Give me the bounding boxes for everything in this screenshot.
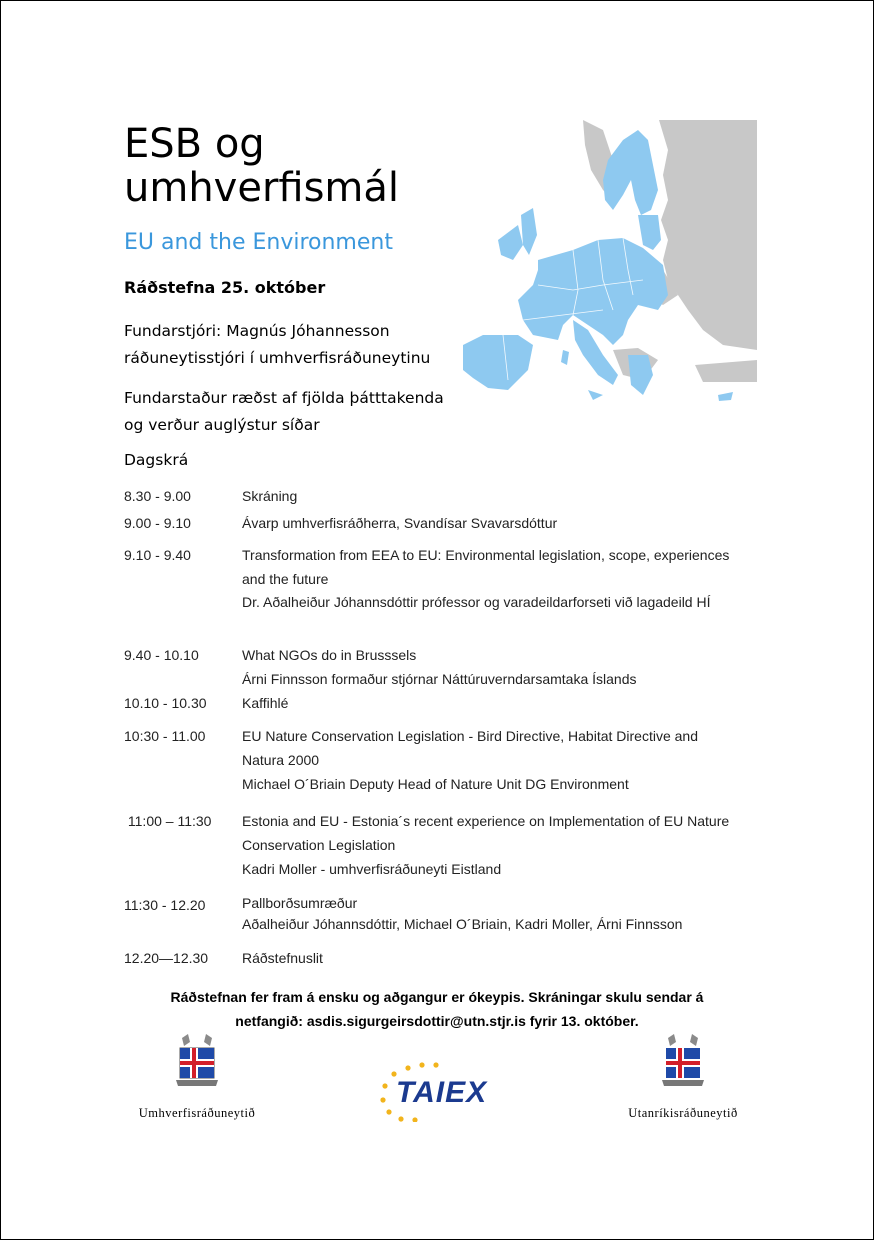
agenda-time: 9.00 - 9.10 bbox=[124, 515, 191, 531]
agenda-time: 10:30 - 11.00 bbox=[124, 728, 206, 744]
venue-line-1: Fundarstaður ræðst af fjölda þátttakenda bbox=[124, 389, 444, 407]
agenda-speaker: Dr. Aðalheiður Jóhannsdóttir prófessor og varadeildarforseti við lagadeild HÍ bbox=[242, 594, 711, 610]
coat-of-arms-icon bbox=[174, 1032, 220, 1088]
agenda-item-block bbox=[242, 724, 732, 796]
venue-info bbox=[124, 385, 464, 439]
agenda-item-block bbox=[242, 643, 732, 691]
agenda-time: 9.10 - 9.40 bbox=[124, 547, 191, 563]
chair-line-2: ráðuneytisstjóri í umhverfisráðuneytinu bbox=[124, 349, 431, 367]
foreign-ministry-name: Utanríkisráðuneytið bbox=[628, 1106, 738, 1120]
agenda-item: Skráning bbox=[242, 488, 298, 504]
taiex-wordmark: TAIEX bbox=[396, 1076, 488, 1109]
agenda-speaker: Kadri Moller - umhverfisráðuneyti Eistland bbox=[242, 861, 502, 877]
coat-of-arms-icon bbox=[660, 1032, 706, 1088]
agenda-item-block bbox=[242, 893, 732, 935]
conference-date: Ráðstefna 25. október bbox=[124, 278, 326, 297]
foreign-ministry-logo bbox=[604, 1032, 762, 1124]
agenda-heading: Dagskrá bbox=[124, 451, 189, 469]
page-title: ESB og umhverfismál bbox=[124, 121, 400, 211]
registration-line-2: netfangið: asdis.sigurgeirsdottir@utn.stjr.is fyrir 13. október. bbox=[235, 1013, 639, 1029]
chair-info bbox=[124, 318, 464, 372]
agenda-item-block bbox=[242, 543, 732, 613]
agenda-item: Transformation from EEA to EU: Environmental legislation, scope, experiences and the future bbox=[242, 547, 730, 587]
agenda-time: 8.30 - 9.00 bbox=[124, 488, 191, 504]
agenda-time: 12.20—12.30 bbox=[124, 950, 209, 966]
agenda-speaker: Michael O´Briain Deputy Head of Nature Unit DG Environment bbox=[242, 776, 629, 792]
agenda-speaker: Árni Finnsson formaður stjórnar Náttúruverndarsamtaka Íslands bbox=[242, 671, 637, 687]
environment-ministry-name: Umhverfisráðuneytið bbox=[138, 1106, 256, 1120]
agenda-item: Estonia and EU - Estonia´s recent experience on Implementation of EU Nature Conservation Legislation bbox=[242, 813, 730, 853]
agenda-item: Ráðstefnuslit bbox=[242, 950, 323, 966]
page-subtitle: EU and the Environment bbox=[124, 230, 393, 255]
agenda-item: Pallborðsumræður bbox=[242, 895, 358, 911]
venue-line-2: og verður auglýstur síðar bbox=[124, 416, 320, 434]
agenda-item: What NGOs do in Brusssels bbox=[242, 647, 417, 663]
registration-line-1: Ráðstefnan fer fram á ensku og aðgangur er ókeypis. Skráningar skulu sendar á bbox=[170, 989, 704, 1005]
agenda-item: EU Nature Conservation Legislation - Bird Directive, Habitat Directive and Natura 2000 bbox=[242, 728, 698, 768]
agenda-speaker: Aðalheiður Jóhannsdóttir, Michael O´Briain, Kadri Moller, Árni Finnsson bbox=[242, 916, 683, 932]
agenda-time: 11:30 - 12.20 bbox=[124, 897, 206, 913]
agenda-time: 9.40 - 10.10 bbox=[124, 647, 199, 663]
environment-ministry-logo bbox=[118, 1032, 276, 1124]
europe-map-image bbox=[463, 120, 757, 418]
agenda-item: Kaffihlé bbox=[242, 695, 289, 711]
agenda-item-block bbox=[242, 809, 732, 881]
agenda-time: 11:00 – 11:30 bbox=[124, 813, 212, 829]
taiex-logo bbox=[376, 1062, 500, 1122]
registration-note bbox=[140, 985, 734, 1033]
chair-line-1: Fundarstjóri: Magnús Jóhannesson bbox=[124, 322, 390, 340]
agenda-item: Ávarp umhverfisráðherra, Svandísar Svavarsdóttur bbox=[242, 515, 558, 531]
agenda-time: 10.10 - 10.30 bbox=[124, 695, 207, 711]
